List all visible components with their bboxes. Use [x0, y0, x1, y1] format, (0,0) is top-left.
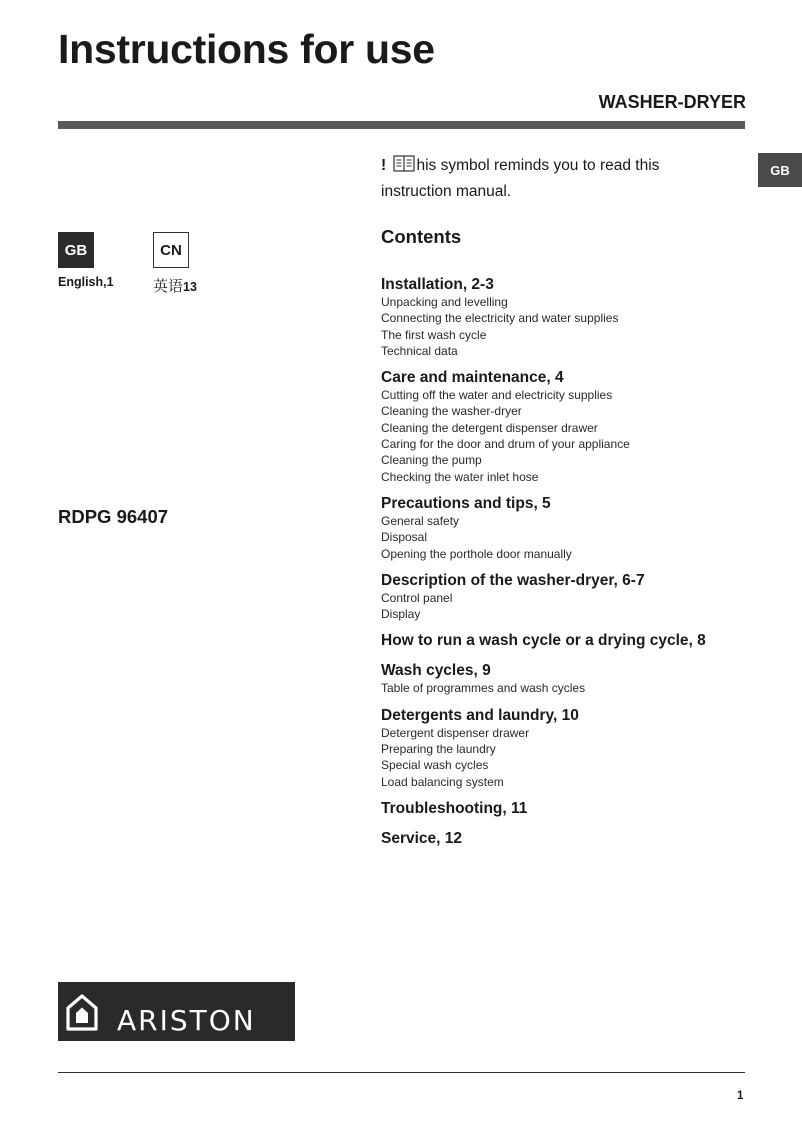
- ariston-house-icon: [68, 996, 96, 1029]
- toc-item[interactable]: Load balancing system: [381, 774, 504, 789]
- toc-section-title[interactable]: Description of the washer-dryer, 6-7: [381, 571, 645, 589]
- toc-item[interactable]: Opening the porthole door manually: [381, 546, 572, 561]
- toc-item[interactable]: Control panel: [381, 590, 453, 605]
- toc-section: [381, 707, 761, 790]
- toc-section: [381, 572, 761, 623]
- toc-section: [381, 662, 761, 696]
- toc-item[interactable]: Cleaning the pump: [381, 453, 482, 468]
- toc-item[interactable]: Disposal: [381, 530, 428, 545]
- toc-item[interactable]: Caring for the door and drum of your appliance: [381, 437, 630, 452]
- toc-section-title[interactable]: Service, 12: [381, 829, 463, 847]
- toc-item[interactable]: Detergent dispenser drawer: [381, 725, 530, 740]
- toc-item[interactable]: Cutting off the water and electricity supplies: [381, 388, 613, 403]
- toc-item[interactable]: Cleaning the detergent dispenser drawer: [381, 420, 598, 435]
- language-cn-badge[interactable]: CN: [153, 232, 189, 268]
- toc-section: [381, 632, 761, 650]
- toc-section: [381, 369, 761, 485]
- toc-section: [381, 830, 761, 848]
- language-cn-local-name: 英语: [153, 278, 184, 295]
- book-icon: [393, 154, 415, 180]
- toc-section: [381, 495, 761, 562]
- language-side-tab[interactable]: GB: [758, 153, 802, 187]
- toc-item[interactable]: Display: [381, 607, 421, 622]
- toc-item[interactable]: General safety: [381, 513, 460, 528]
- language-cn-page: 13: [183, 280, 197, 294]
- exclamation-mark: !: [381, 157, 387, 174]
- brand-name: ARISTON: [117, 1004, 256, 1037]
- page-title: Instructions for use: [58, 26, 435, 72]
- toc-section-title[interactable]: Detergents and laundry, 10: [381, 706, 579, 724]
- toc-section-title[interactable]: Installation, 2-3: [381, 276, 494, 293]
- language-gb-badge[interactable]: GB: [58, 232, 94, 268]
- toc-section-title[interactable]: Wash cycles, 9: [381, 662, 491, 680]
- brand-logo: [58, 982, 295, 1041]
- footer-rule: [58, 1072, 745, 1073]
- toc-item[interactable]: Cleaning the washer-dryer: [381, 404, 522, 419]
- document-subtitle: WASHER-DRYER: [598, 92, 746, 112]
- table-of-contents: [381, 276, 761, 860]
- toc-item[interactable]: Preparing the laundry: [381, 742, 496, 757]
- toc-item[interactable]: Table of programmes and wash cycles: [381, 681, 586, 696]
- language-cn-label[interactable]: [153, 275, 197, 296]
- model-number: RDPG 96407: [58, 506, 169, 527]
- page-number: 1: [737, 1090, 744, 1102]
- toc-item[interactable]: Checking the water inlet hose: [381, 469, 539, 484]
- header-rule: [58, 121, 745, 129]
- reading-note-text: his symbol reminds you to read this instruction manual.: [381, 157, 660, 200]
- toc-section-title[interactable]: Troubleshooting, 11: [381, 799, 528, 817]
- toc-item[interactable]: Connecting the electricity and water supplies: [381, 311, 619, 326]
- toc-section-title[interactable]: Care and maintenance, 4: [381, 369, 564, 387]
- toc-item[interactable]: Special wash cycles: [381, 758, 489, 773]
- reading-note: [381, 154, 726, 203]
- language-gb-label[interactable]: English,1: [58, 275, 114, 289]
- toc-item[interactable]: Technical data: [381, 343, 458, 358]
- contents-heading: Contents: [381, 226, 462, 247]
- toc-section-title[interactable]: Precautions and tips, 5: [381, 494, 551, 512]
- toc-item[interactable]: The first wash cycle: [381, 327, 487, 342]
- toc-item[interactable]: Unpacking and levelling: [381, 295, 508, 309]
- toc-section: [381, 800, 761, 818]
- toc-section-title[interactable]: How to run a wash cycle or a drying cycle, 8: [381, 632, 706, 650]
- toc-section: [381, 276, 761, 359]
